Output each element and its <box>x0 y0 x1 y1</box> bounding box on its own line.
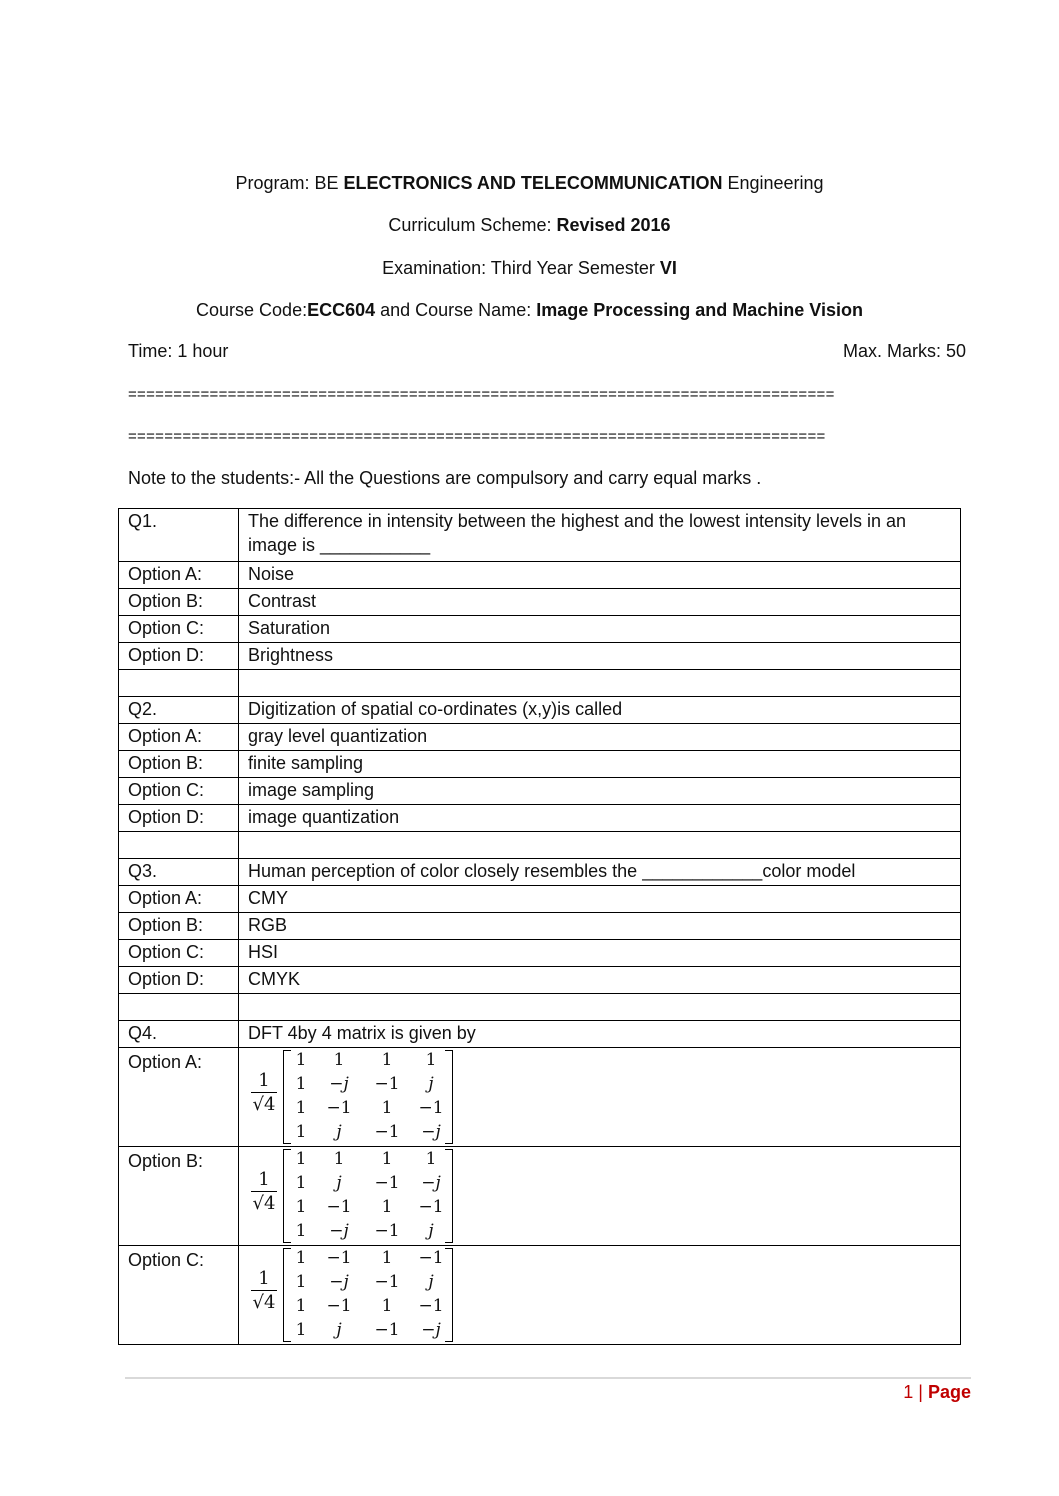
option-label: Option A: <box>119 562 239 589</box>
matrix-row <box>291 1147 445 1171</box>
matrix-option <box>239 1246 961 1345</box>
matrix-entry: 1 <box>295 1248 307 1268</box>
spacer-row <box>119 670 961 697</box>
matrix-entry: −1 <box>326 1197 352 1217</box>
matrix-entry: j <box>428 1074 434 1094</box>
question-row <box>119 509 961 562</box>
option-text: Noise <box>239 562 961 589</box>
matrix-row <box>291 1072 445 1096</box>
option-text: RGB <box>239 913 961 940</box>
option-label: Option B: <box>119 751 239 778</box>
option-text: CMY <box>239 886 961 913</box>
matrix-entry: 1 <box>425 1050 437 1070</box>
matrix-row <box>291 1219 445 1243</box>
question-label: Q3. <box>119 859 239 886</box>
scale-fraction <box>249 1268 279 1315</box>
matrix-entry: 1 <box>333 1149 345 1169</box>
matrix-entry: 1 <box>295 1122 307 1142</box>
matrix-entry: −j <box>421 1320 441 1340</box>
matrix-entry: 1 <box>295 1050 307 1070</box>
option-row <box>119 562 961 589</box>
matrix-entry: −1 <box>374 1173 400 1193</box>
matrix-row <box>291 1318 445 1342</box>
matrix-entry: 1 <box>425 1149 437 1169</box>
spacer-row <box>119 994 961 1021</box>
matrix-entry: −1 <box>326 1098 352 1118</box>
option-row <box>119 1147 961 1246</box>
matrix-entry: 1 <box>295 1221 307 1241</box>
option-label: Option D: <box>119 805 239 832</box>
option-text: gray level quantization <box>239 724 961 751</box>
option-text: HSI <box>239 940 961 967</box>
option-label: Option A: <box>119 886 239 913</box>
matrix-entry: j <box>336 1320 342 1340</box>
matrix-entry: j <box>428 1272 434 1292</box>
student-note: Note to the students:- All the Questions are compulsory and carry equal marks . <box>128 468 762 488</box>
option-row <box>119 724 961 751</box>
fraction-denominator: √4 <box>252 1292 276 1313</box>
option-row <box>119 940 961 967</box>
question-table <box>118 508 961 1345</box>
option-row <box>119 778 961 805</box>
matrix-row <box>291 1246 445 1270</box>
dft-matrix <box>245 1048 455 1144</box>
matrix-entry: j <box>336 1122 342 1142</box>
matrix-row <box>291 1171 445 1195</box>
matrix-grid <box>291 1048 445 1144</box>
matrix-entry: −j <box>329 1221 349 1241</box>
option-text: image quantization <box>239 805 961 832</box>
option-row <box>119 751 961 778</box>
matrix-entry: −1 <box>326 1248 352 1268</box>
matrix-entry: −1 <box>418 1248 444 1268</box>
option-row <box>119 886 961 913</box>
question-text: Human perception of color closely resembles the ____________color model <box>239 859 961 886</box>
matrix-entry: 1 <box>295 1149 307 1169</box>
option-row <box>119 589 961 616</box>
option-text: Brightness <box>239 643 961 670</box>
matrix-grid <box>291 1246 445 1342</box>
option-label: Option D: <box>119 643 239 670</box>
option-label: Option C: <box>119 616 239 643</box>
fraction-denominator: √4 <box>252 1094 276 1115</box>
option-label: Option B: <box>119 913 239 940</box>
matrix-row <box>291 1270 445 1294</box>
option-label: Option C: <box>119 940 239 967</box>
matrix-row <box>291 1096 445 1120</box>
matrix-entry: −1 <box>374 1074 400 1094</box>
matrix-entry: −1 <box>418 1197 444 1217</box>
fraction-denominator: √4 <box>252 1193 276 1214</box>
option-row <box>119 1048 961 1147</box>
question-label: Q4. <box>119 1021 239 1048</box>
option-row <box>119 967 961 994</box>
matrix-entry: 1 <box>381 1050 393 1070</box>
fraction-numerator: 1 <box>258 1169 270 1190</box>
max-marks-label: Max. Marks: 50 <box>842 341 966 361</box>
matrix-entry: −j <box>329 1074 349 1094</box>
option-text: image sampling <box>239 778 961 805</box>
time-label: Time: 1 hour <box>128 341 229 361</box>
matrix-entry: −j <box>421 1122 441 1142</box>
matrix-entry: 1 <box>381 1296 393 1316</box>
option-label: Option B: <box>119 1147 239 1246</box>
option-row <box>119 1246 961 1345</box>
matrix-entry: −1 <box>374 1221 400 1241</box>
matrix-entry: 1 <box>295 1173 307 1193</box>
matrix-entry: −1 <box>326 1296 352 1316</box>
footer-divider <box>125 1377 971 1379</box>
matrix-entry: −1 <box>374 1272 400 1292</box>
matrix-grid <box>291 1147 445 1243</box>
scale-fraction <box>249 1169 279 1216</box>
option-text: Saturation <box>239 616 961 643</box>
examination-line: Examination: Third Year Semester VI <box>382 258 677 278</box>
matrix-row <box>291 1048 445 1072</box>
matrix-entry: −1 <box>374 1122 400 1142</box>
option-label: Option A: <box>119 1048 239 1147</box>
matrix-row <box>291 1294 445 1318</box>
matrix-entry: 1 <box>295 1074 307 1094</box>
matrix-entry: 1 <box>333 1050 345 1070</box>
matrix-entry: 1 <box>295 1320 307 1340</box>
matrix-entry: −1 <box>418 1098 444 1118</box>
matrix-entry: 1 <box>295 1098 307 1118</box>
option-label: Option D: <box>119 967 239 994</box>
matrix-entry: −1 <box>418 1296 444 1316</box>
option-row <box>119 913 961 940</box>
right-bracket <box>445 1149 453 1243</box>
fraction-numerator: 1 <box>258 1070 270 1091</box>
question-text: The difference in intensity between the highest and the lowest intensity levels in an image is ___________ <box>239 509 961 562</box>
matrix-entry: 1 <box>295 1272 307 1292</box>
fraction-numerator: 1 <box>258 1268 270 1289</box>
dft-matrix <box>245 1246 455 1342</box>
dft-matrix <box>245 1147 455 1243</box>
matrix-entry: 1 <box>295 1296 307 1316</box>
option-row <box>119 616 961 643</box>
program-line: Program: BE ELECTRONICS AND TELECOMMUNICATION Engineering <box>235 173 824 193</box>
separator-line-1: ============================================================================== <box>128 386 835 403</box>
matrix-entry: 1 <box>381 1197 393 1217</box>
option-label: Option B: <box>119 589 239 616</box>
question-row <box>119 859 961 886</box>
page-number: 1 | Page <box>903 1382 971 1402</box>
right-bracket <box>445 1050 453 1144</box>
matrix-entry: −1 <box>374 1320 400 1340</box>
matrix-entry: 1 <box>381 1149 393 1169</box>
option-row <box>119 643 961 670</box>
scale-fraction <box>249 1070 279 1117</box>
matrix-option <box>239 1048 961 1147</box>
question-label: Q1. <box>119 509 239 562</box>
matrix-entry: j <box>428 1221 434 1241</box>
right-bracket <box>445 1248 453 1342</box>
question-row <box>119 697 961 724</box>
option-label: Option C: <box>119 778 239 805</box>
matrix-row <box>291 1195 445 1219</box>
option-label: Option C: <box>119 1246 239 1345</box>
option-text: CMYK <box>239 967 961 994</box>
matrix-entry: 1 <box>381 1098 393 1118</box>
matrix-option <box>239 1147 961 1246</box>
curriculum-line: Curriculum Scheme: Revised 2016 <box>388 215 671 235</box>
option-text: finite sampling <box>239 751 961 778</box>
matrix-entry: j <box>336 1173 342 1193</box>
matrix-entry: 1 <box>381 1248 393 1268</box>
question-label: Q2. <box>119 697 239 724</box>
matrix-entry: −j <box>421 1173 441 1193</box>
matrix-entry: −j <box>329 1272 349 1292</box>
spacer-row <box>119 832 961 859</box>
matrix-row <box>291 1120 445 1144</box>
matrix-entry: 1 <box>295 1197 307 1217</box>
option-row <box>119 805 961 832</box>
option-label: Option A: <box>119 724 239 751</box>
question-row <box>119 1021 961 1048</box>
question-text: DFT 4by 4 matrix is given by <box>239 1021 961 1048</box>
option-text: Contrast <box>239 589 961 616</box>
question-text: Digitization of spatial co-ordinates (x,y)is called <box>239 697 961 724</box>
course-line: Course Code:ECC604 and Course Name: Image Processing and Machine Vision <box>196 300 863 320</box>
separator-line-2: ============================================================================= <box>128 428 826 445</box>
